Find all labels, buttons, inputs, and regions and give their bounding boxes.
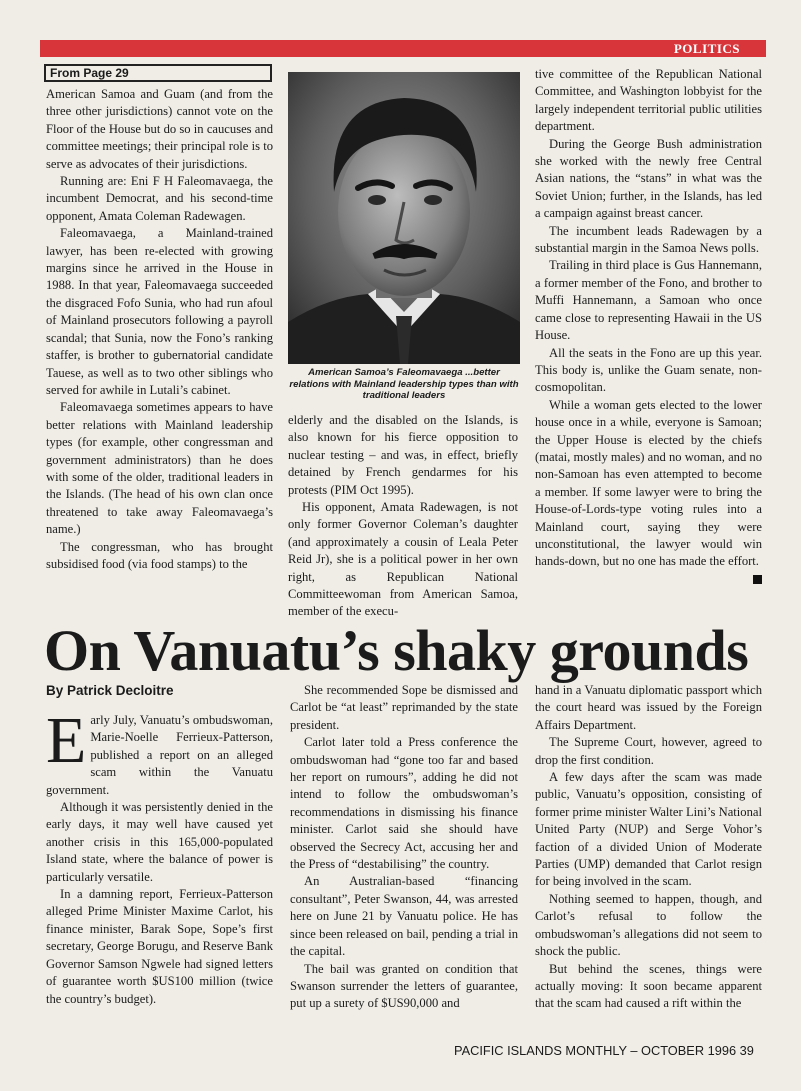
photo-caption: American Samoa’s Faleomavaega ...better relations with Mainland leadership types than with traditional leaders: [289, 367, 519, 402]
paragraph: An Australian-based “financing consultant”, Peter Swanson, 44, was arrested here on June 21 by Vanuatu police. He has since been released on bail, pending a trial in the capital.: [290, 874, 518, 959]
paragraph: In a damning report, Ferrieux-Patterson alleged Prime Minister Maxime Carlot, his finance minister, Barak Sope, Sope’s first secretary, George Borugu, and Reserve Bank Governor Samson Ngwele had signed letters of guarantee worth $US100 million (twice the country’s budget).: [46, 887, 273, 1006]
paragraph: Trailing in third place is Gus Hannemann, a former member of the Fono, and brother to Muffi Hannemann, a Samoan who once came close to representing Hawaii in the US House.: [535, 258, 762, 343]
paragraph: During the George Bush administration she worked with the newly free Central Asian nations, the “stans” in what was the Soviet Union; further, in the Islands, has led a campaign against breast cancer.: [535, 136, 762, 221]
paragraph: [46, 704, 273, 799]
paragraph: She recommended Sope be dismissed and Carlot be “at least” reprimanded by the state president.: [290, 683, 518, 732]
paragraph: But behind the scenes, things were actually moving: It soon became apparent that the scam had caused a rift within the: [535, 961, 762, 1011]
paragraph: The incumbent leads Radewagen by a substantial margin in the Samoa News polls.: [535, 223, 762, 256]
paragraph: The bail was granted on condition that Swanson surrender the letters of guarantee, put up a surety of $US90,000 and: [290, 961, 518, 1011]
paragraph: The Supreme Court, however, agreed to drop the first condition.: [535, 735, 762, 767]
continued-from-label: From Page 29: [44, 64, 272, 82]
article-headline: On Vanuatu’s shaky grounds: [44, 618, 749, 683]
paragraph: Although it was persistently denied in the early days, it may well have caused yet another crisis in this 165,000-populated Island state, where the balance of power is particularly versatile.: [46, 800, 273, 884]
paragraph: American Samoa and Guam (and from the three other jurisdictions) cannot vote on the Floor of the House but do so in caucuses and committee meetings; their principal role is to serve as advocates of their jurisdictions.: [46, 87, 273, 171]
paragraph: Running are: Eni F H Faleomavaega, the incumbent Democrat, and his second-time opponent, Amata Coleman Radewagen.: [46, 174, 273, 223]
paragraph: Carlot later told a Press conference the ombudswoman had “gone too far and based her report on rumours”, adding he did not intend to follow the ombudswoman’s recommendations in dismissing his finance minister. Carlot said she should have observed the Secrecy Act, accusing her and the Press of “destabilising” the country.: [290, 735, 518, 872]
paragraph: Faleomavaega sometimes appears to have better relations with Mainland leadership types (for example, other congressman and government administrators) than he does with some of the older, traditional leaders in the Islands. (The head of his own clan once threatened to take away Faleomavaega’s name.): [46, 400, 273, 537]
paragraph: The congressman, who has brought subsidised food (via food stamps) to the: [46, 539, 273, 571]
lower-column-1: [46, 704, 273, 1008]
upper-column-2: [288, 412, 518, 621]
upper-column-1: [46, 86, 273, 573]
lower-column-2: [290, 682, 518, 1013]
paragraph: His opponent, Amata Radewagen, is not only former Governor Coleman’s daughter (and approximately a cousin of Leala Peter Reid Jr), she is a political power in her own right, as Republican National Committeewoman from American Samoa, member of the execu-: [288, 500, 518, 619]
portrait-illustration: [288, 72, 520, 364]
paragraph-text: While a woman gets elected to the lower house once in a while, everyone is Samoan; the Upper House is elected by the chiefs (matai, mostly males) and no woman, and no non-Samoan has even attempted to become a member. If some lawyer were to bring the House-of-Lords-type voting rules into a Mainland court, saying they were unconstitutional, the lawyer would win hands-down, but no one has made the effort.: [535, 397, 762, 569]
end-of-article-mark: [753, 575, 762, 584]
upper-column-3: [535, 66, 762, 584]
page-footer: PACIFIC ISLANDS MONTHLY – OCTOBER 1996 39: [454, 1043, 754, 1058]
paragraph: [535, 397, 762, 571]
paragraph-text: arly July, Vanuatu’s ombudswoman, Marie-Noelle Ferrieux-Patterson, published a report on an alleged scam within the Vanuatu government.: [46, 713, 273, 797]
paragraph: hand in a Vanuatu diplomatic passport which the court heard was issued by the Foreign Affairs Department.: [535, 683, 762, 732]
drop-cap: E: [46, 704, 87, 777]
section-label: POLITICS: [673, 41, 740, 56]
portrait-photo: [288, 72, 520, 364]
section-banner: [40, 40, 766, 57]
paragraph: tive committee of the Republican National Committee, and Washington lobbyist for the largely independent territorial public utilities department.: [535, 67, 762, 134]
lower-column-3: [535, 682, 762, 1013]
paragraph: Nothing seemed to happen, though, and Carlot’s refusal to follow the ombudswoman’s allegations did not seem to shock the public.: [535, 891, 762, 959]
paragraph: A few days after the scam was made public, Vanuatu’s opposition, consisting of former prime minister Walter Lini’s National United Party (NUP) and Serge Vohor’s faction of a divided Union of Moderate Parties (UMP) demanded that Carlot resign for being involved in the scam.: [535, 770, 762, 889]
paragraph: elderly and the disabled on the Islands, is also known for his fierce opposition to nuclear testing – and was, in effect, briefly detained by French gendarmes for his protests (PIM Oct 1995).: [288, 413, 518, 497]
paragraph: Faleomavaega, a Mainland-trained lawyer, has been re-elected with growing margins since he arrived in the House in 1988. In that year, Faleomavaega succeeded the disgraced Fofo Sunia, who had run afoul of Mainland prosecutors following a payroll scandal; that Sunia, now the Fono’s ranking staffer, is brother to gubernatorial candidate Tauese, as well as to two other siblings who served for awhile in Lutali’s cabinet.: [46, 226, 273, 397]
paragraph: All the seats in the Fono are up this year. This body is, unlike the Guam senate, non-cosmopolitan.: [535, 345, 762, 395]
byline: By Patrick Decloitre: [46, 683, 174, 698]
